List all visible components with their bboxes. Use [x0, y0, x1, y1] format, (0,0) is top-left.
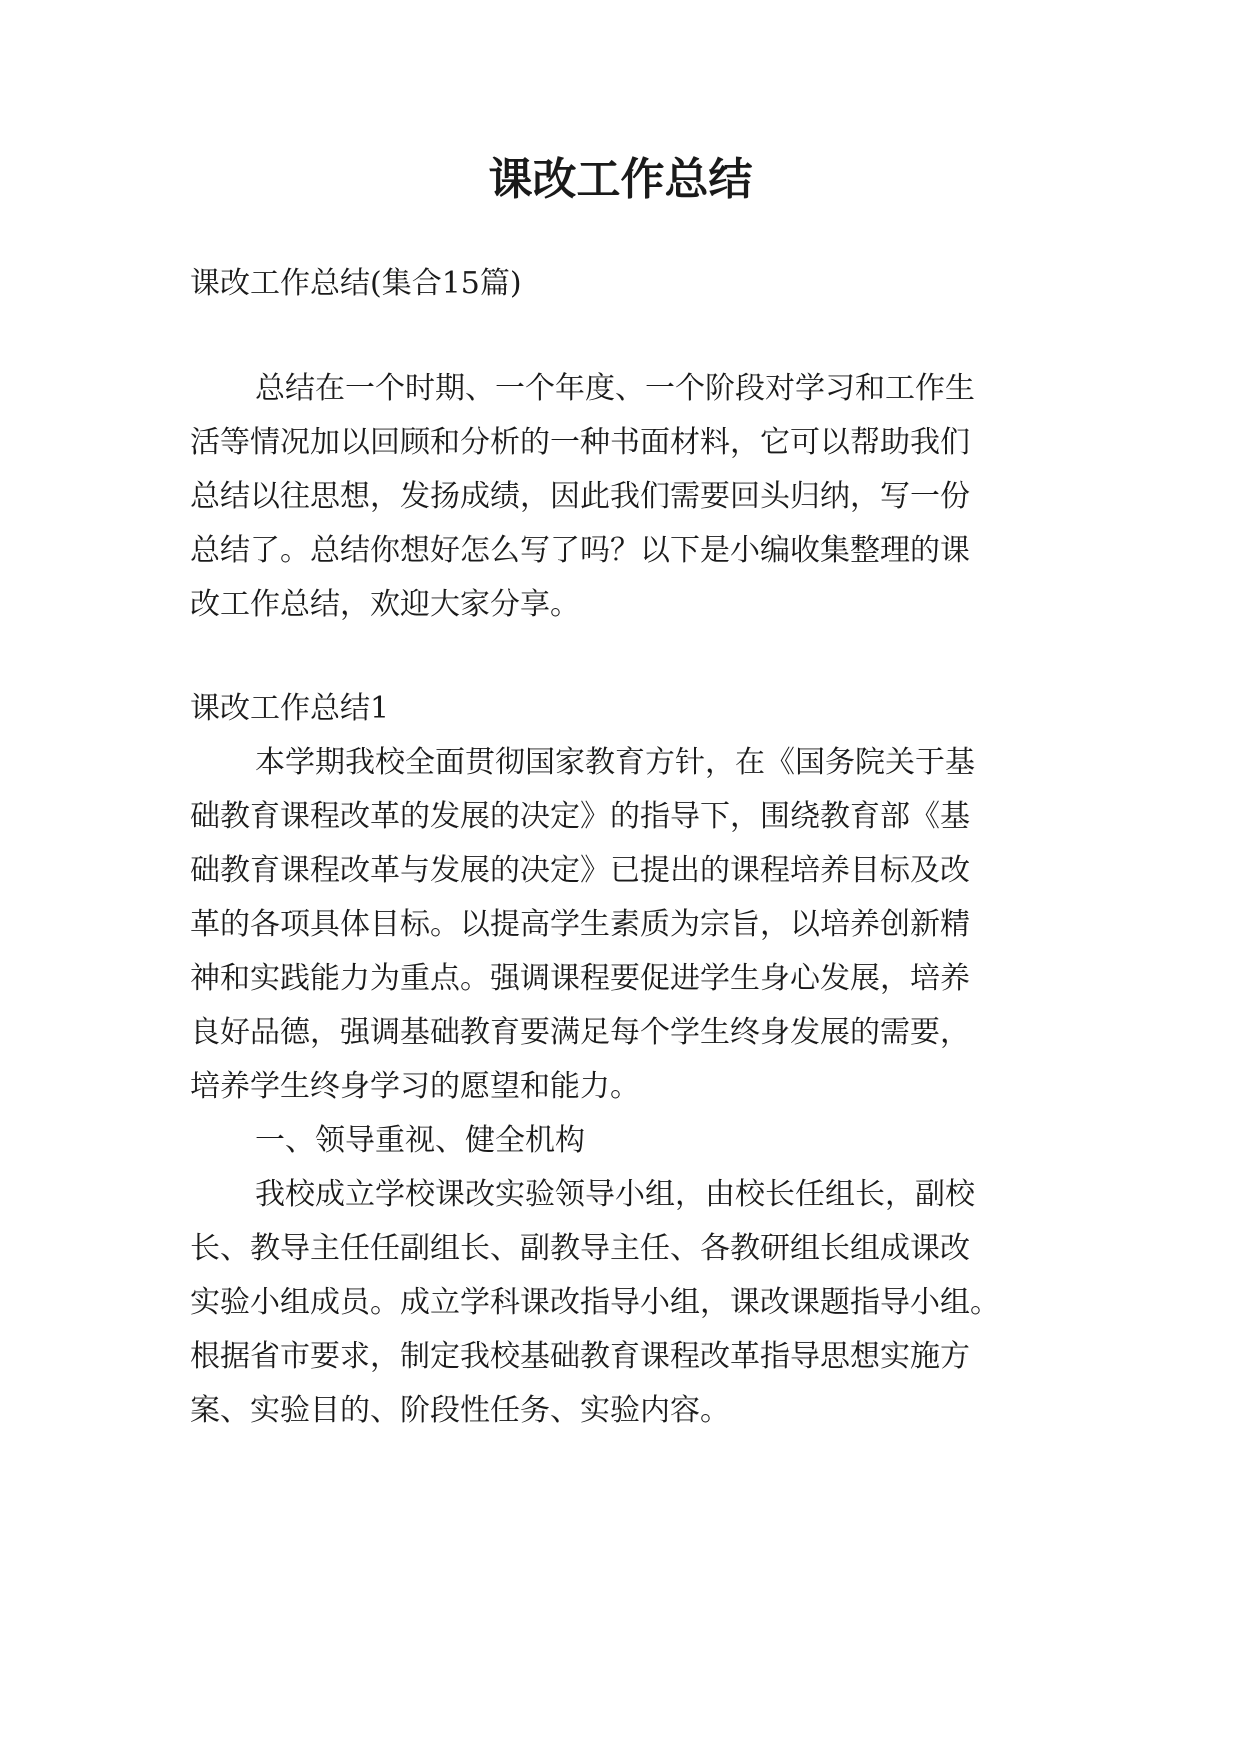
section-line: 础教育课程改革的发展的决定》的指导下，围绕教育部《基 — [190, 799, 970, 834]
intro-line: 总结以往思想，发扬成绩，因此我们需要回头归纳，写一份 — [190, 479, 970, 514]
section-line: 长、教导主任任副组长、副教导主任、各教研组长组成课改 — [190, 1231, 970, 1266]
section-line: 案、实验目的、阶段性任务、实验内容。 — [190, 1393, 730, 1428]
intro-line: 改工作总结，欢迎大家分享。 — [190, 587, 580, 622]
section-line: 实验小组成员。成立学科课改指导小组，课改课题指导小组。 — [190, 1285, 1000, 1320]
section-line: 我校成立学校课改实验领导小组，由校长任组长，副校 — [255, 1177, 975, 1212]
section-heading: 课改工作总结1 — [190, 691, 390, 726]
section-line: 础教育课程改革与发展的决定》已提出的课程培养目标及改 — [190, 853, 970, 888]
section-line: 神和实践能力为重点。强调课程要促进学生身心发展，培养 — [190, 961, 970, 996]
document-subtitle: 课改工作总结(集合15篇) — [190, 266, 522, 301]
intro-line: 总结了。总结你想好怎么写了吗？以下是小编收集整理的课 — [190, 533, 970, 568]
section-line: 根据省市要求，制定我校基础教育课程改革指导思想实施方 — [190, 1339, 970, 1374]
section-line: 培养学生终身学习的愿望和能力。 — [190, 1069, 640, 1104]
subsection-heading: 一、领导重视、健全机构 — [255, 1123, 585, 1158]
intro-line: 活等情况加以回顾和分析的一种书面材料，它可以帮助我们 — [190, 425, 970, 460]
section-line: 革的各项具体目标。以提高学生素质为宗旨，以培养创新精 — [190, 907, 970, 942]
section-line: 本学期我校全面贯彻国家教育方针，在《国务院关于基 — [255, 745, 975, 780]
section-line: 良好品德，强调基础教育要满足每个学生终身发展的需要， — [190, 1015, 970, 1050]
document-title: 课改工作总结 — [488, 154, 753, 205]
intro-line: 总结在一个时期、一个年度、一个阶段对学习和工作生 — [255, 371, 975, 406]
